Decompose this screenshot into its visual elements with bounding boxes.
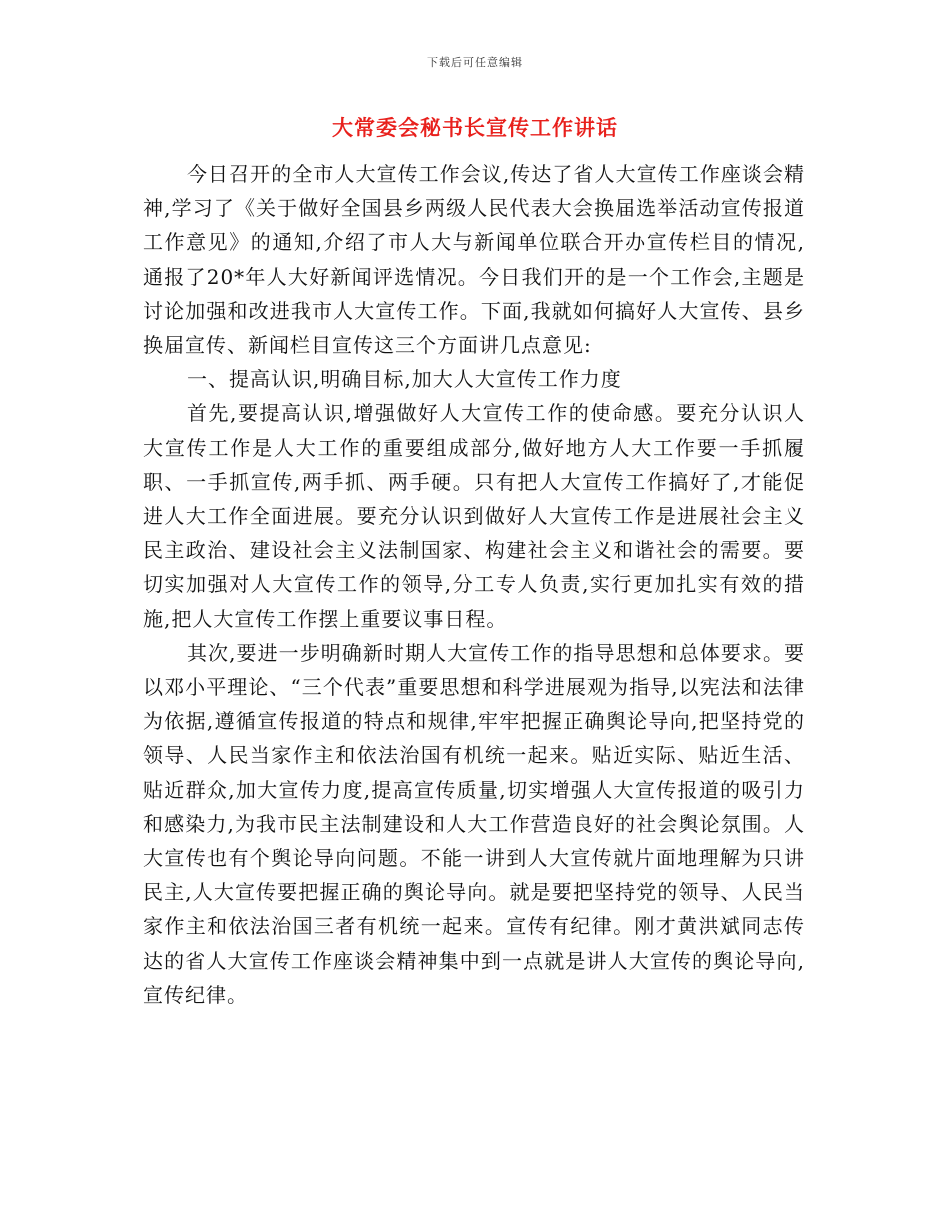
document-title: 大常委会秘书长宣传工作讲话 (332, 116, 618, 140)
paragraph-intro: 今日召开的全市人大宣传工作会议,传达了省人大宣传工作座谈会精神,学习了《关于做好全国县乡两级人民代表大会换届选举活动宣传报道工作意见》的通知,介绍了市人大与新闻单位联合开办宣传栏目的情况,通报了20*年人大好新闻评选情况。今日我们开的是一个工作会,主题是讨论加强和改进我市人大宣传工作。下面,我就如何搞好人大宣传、县乡换届宣传、新闻栏目宣传这三个方面讲几点意见: (143, 162, 805, 358)
section-heading-1: 一、提高认识,明确目标,加大人大宣传工作力度 (187, 367, 622, 392)
document-body (143, 157, 805, 1012)
paragraph-first: 首先,要提高认识,增强做好人大宣传工作的使命感。要充分认识人大宣传工作是人大工作的重要组成部分,做好地方人大工作要一手抓履职、一手抓宣传,两手抓、两手硬。只有把人大宣传工作搞好了,才能促进人大工作全面进展。要充分认识到做好人大宣传工作是进展社会主义民主政治、建设社会主义法制国家、构建社会主义和谐社会的需要。要切实加强对人大宣传工作的领导,分工专人负责,实行更加扎实有效的措施,把人大宣传工作摆上重要议事日程。 (143, 401, 805, 631)
header-note: 下载后可任意编辑 (427, 56, 523, 69)
paragraph-second: 其次,要进一步明确新时期人大宣传工作的指导思想和总体要求。要以邓小平理论、“三个代表”重要思想和科学进展观为指导,以宪法和法律为依据,遵循宣传报道的特点和规律,牢牢把握正确舆论导向,把坚持党的领导、人民当家作主和依法治国有机统一起来。贴近实际、贴近生活、贴近群众,加大宣传力度,提高宣传质量,切实增强人大宣传报道的吸引力和感染力,为我市民主法制建设和人大工作营造良好的社会舆论氛围。人大宣传也有个舆论导向问题。不能一讲到人大宣传就片面地理解为只讲民主,人大宣传要把握正确的舆论导向。就是要把坚持党的领导、人民当家作主和依法治国三者有机统一起来。宣传有纪律。刚才黄洪斌同志传达的省人大宣传工作座谈会精神集中到一点就是讲人大宣传的舆论导向,宣传纪律。 (143, 640, 805, 1007)
